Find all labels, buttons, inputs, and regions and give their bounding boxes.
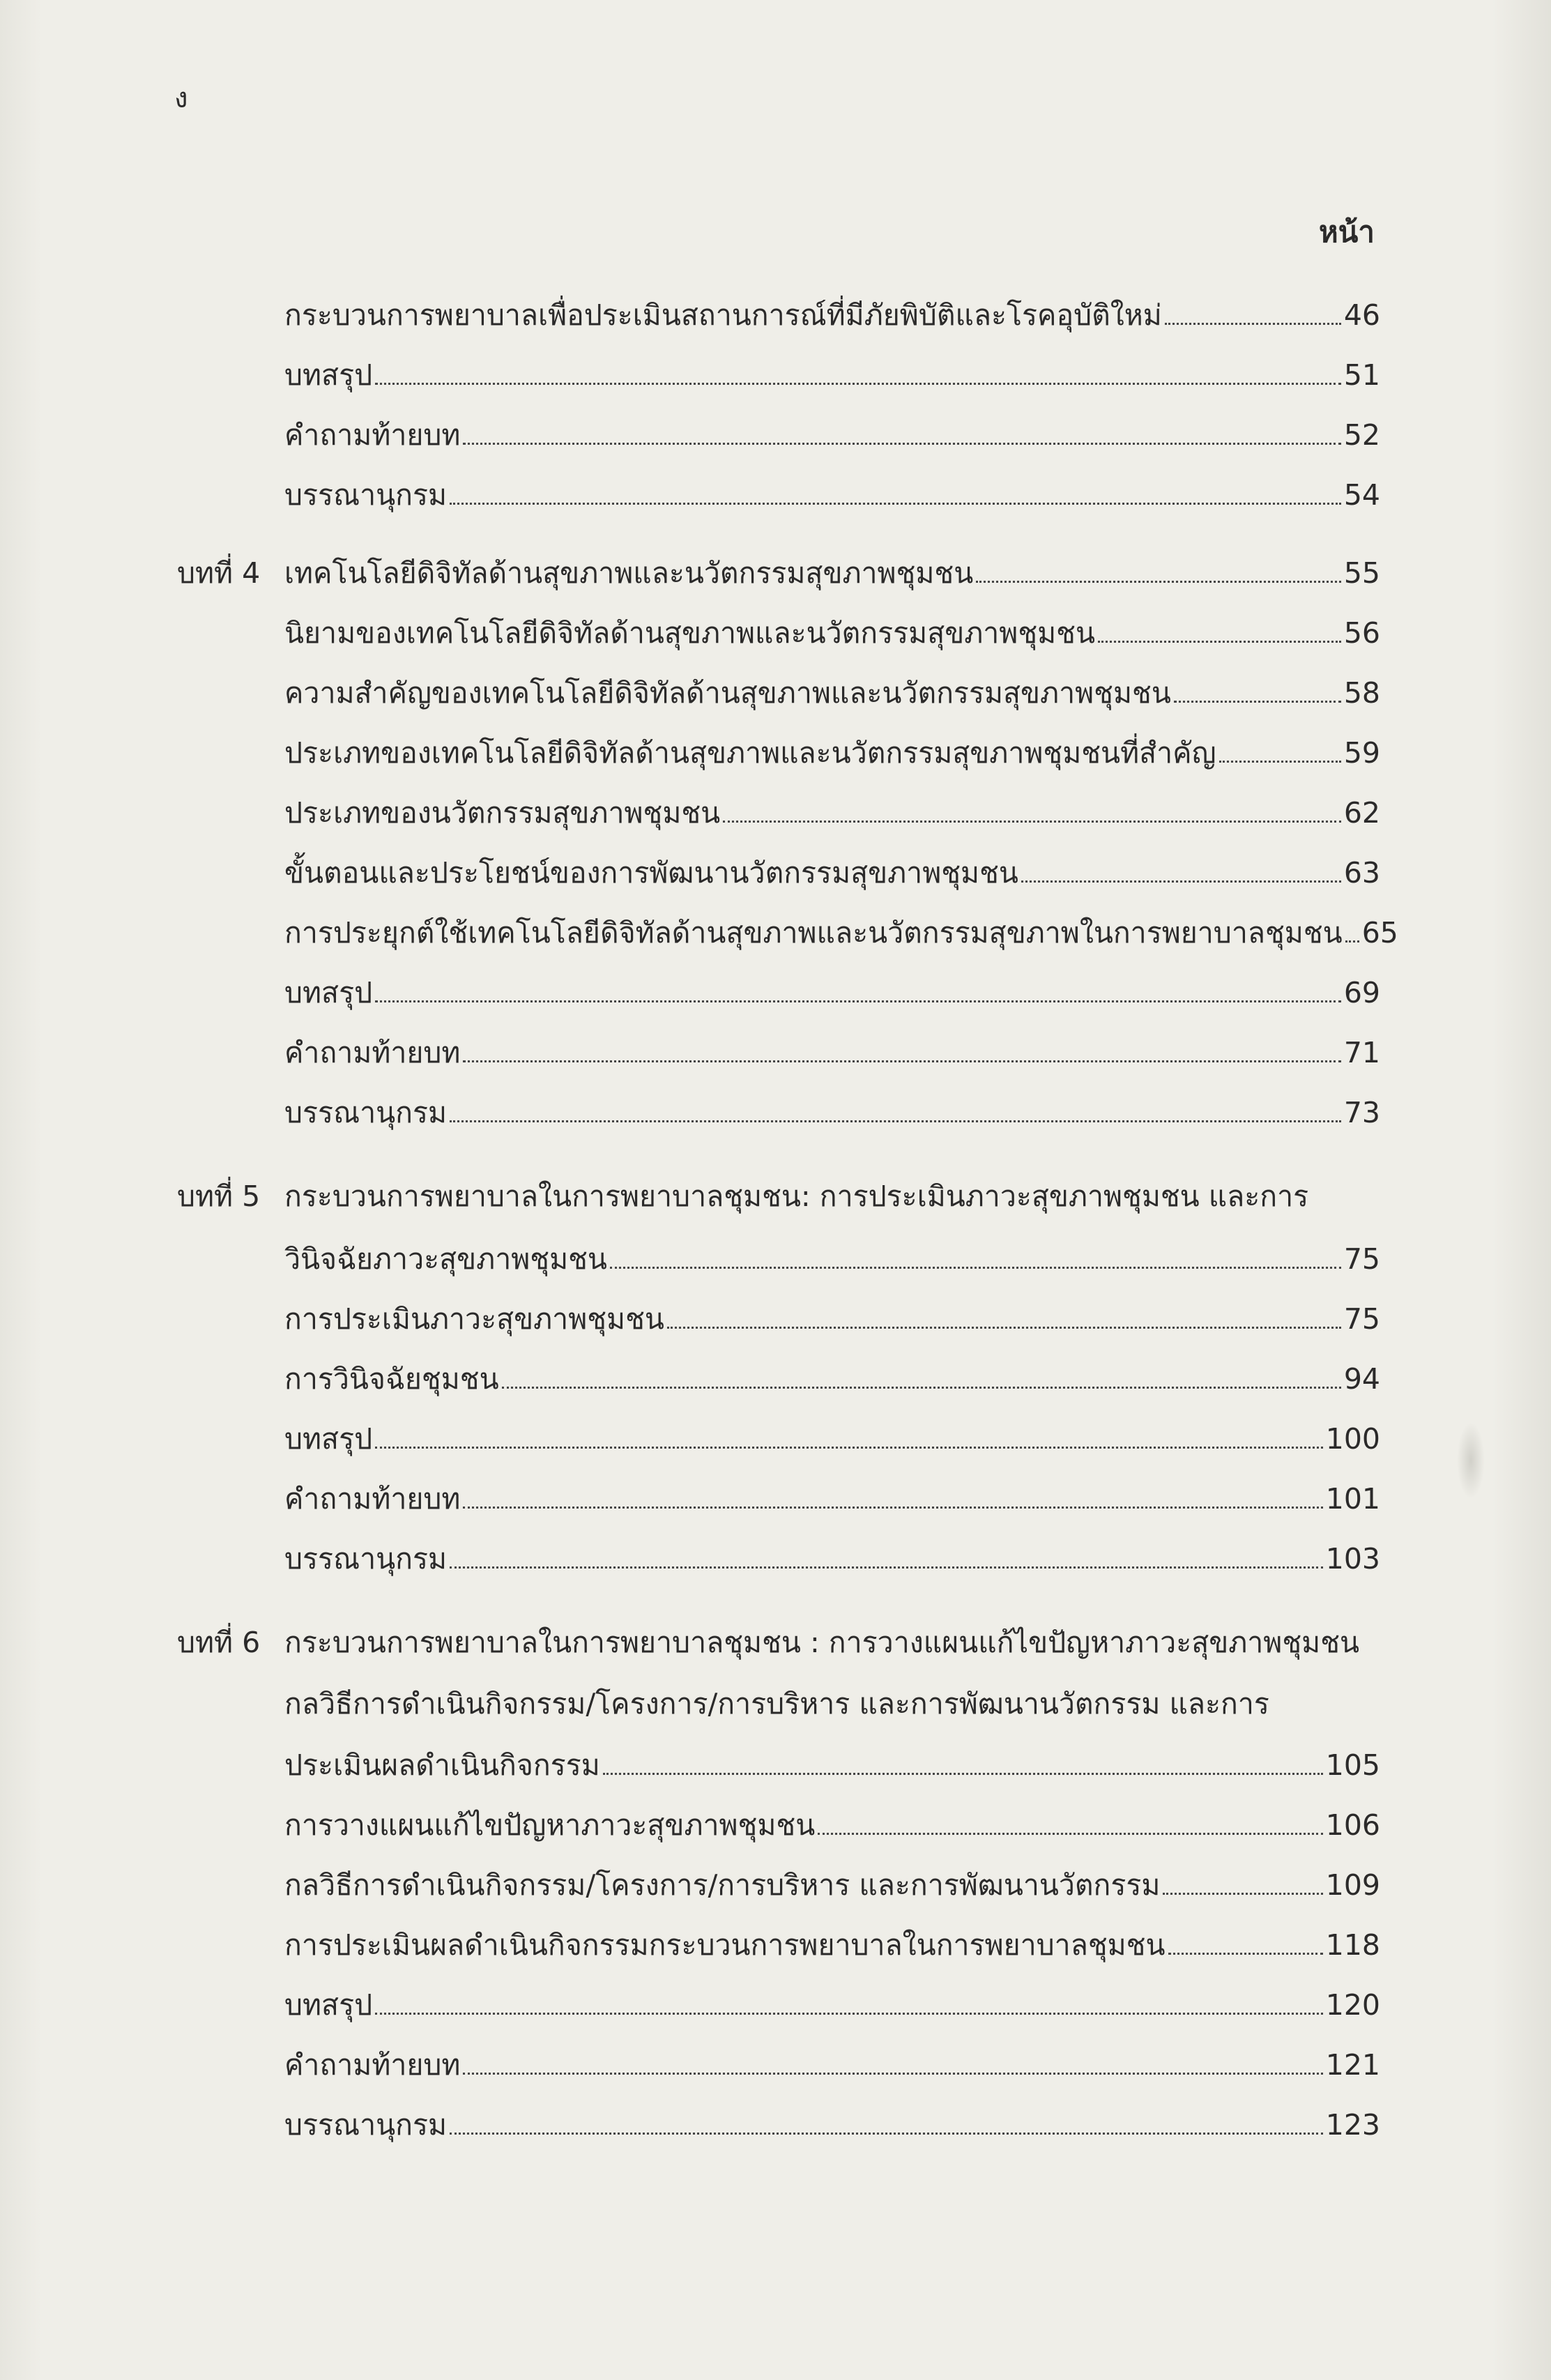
dot-leader — [463, 1506, 1322, 1509]
toc-entry-page: 62 — [1343, 796, 1380, 830]
toc-entry-title: คำถามท้ายบท — [284, 418, 461, 452]
dot-leader — [818, 1833, 1322, 1835]
toc-entry — [284, 2107, 1380, 2143]
toc-entry — [284, 1094, 1380, 1131]
toc-entry-title: การวางแผนแก้ไขปัญหาภาวะสุขภาพชุมชน — [284, 1808, 816, 1842]
dot-leader — [450, 1566, 1323, 1569]
toc-entry-title: กระบวนการพยาบาลเพื่อประเมินสถานการณ์ที่มีภัยพิบัติและโรคอุบัติใหม่ — [284, 298, 1162, 332]
toc-entry-title: บทสรุป — [284, 1988, 373, 2022]
dot-leader — [450, 1120, 1341, 1122]
toc-entry-page: 58 — [1343, 676, 1380, 710]
dot-leader — [1174, 701, 1341, 703]
dot-leader — [1219, 761, 1341, 763]
toc-entry-page: 106 — [1325, 1808, 1380, 1842]
toc-entry-title: บรรณานุกรม — [284, 1542, 448, 1576]
toc-entry-page: 54 — [1343, 478, 1380, 512]
dot-leader — [1165, 323, 1341, 325]
toc-entry-title: บรรณานุกรม — [284, 1096, 448, 1129]
dot-leader — [463, 2073, 1322, 2075]
toc-entry-title: การประเมินภาวะสุขภาพชุมชน — [284, 1302, 664, 1336]
toc-entry-page: 51 — [1343, 358, 1380, 392]
dot-leader — [1168, 1953, 1323, 1955]
toc-entry — [284, 1867, 1380, 1903]
toc-entry-title: ประเภทของนวัตกรรมสุขภาพชุมชน — [284, 796, 721, 830]
toc-entry-title: บทสรุป — [284, 1422, 373, 1456]
dot-leader — [1021, 880, 1341, 883]
toc-entry-page: 120 — [1325, 1988, 1380, 2022]
chapter-6-title-line2: กลวิธีการดำเนินกิจกรรม/โครงการ/การบริหาร และการพัฒนานวัตกรรม และการ — [284, 1687, 1269, 1721]
toc-entry-title: บทสรุป — [284, 976, 373, 1009]
toc-entry-title: บรรณานุกรม — [284, 2108, 448, 2142]
toc-entry-title: คำถามท้ายบท — [284, 1482, 461, 1516]
chapter-5-label: บทที่ 5 — [177, 1180, 261, 1213]
chapter-6-label: บทที่ 6 — [177, 1626, 261, 1659]
chapter-4-label: บทที่ 4 — [177, 556, 261, 590]
toc-entry-page: 59 — [1343, 736, 1380, 770]
toc-entry-page: 71 — [1343, 1036, 1380, 1069]
toc-entry-page: 69 — [1343, 976, 1380, 1009]
dot-leader — [463, 443, 1340, 445]
toc-entry — [284, 1301, 1380, 1337]
dot-leader — [450, 2133, 1323, 2135]
toc-entry-title: เทคโนโลยีดิจิทัลด้านสุขภาพและนวัตกรรมสุขภาพชุมชน — [284, 556, 974, 590]
scan-smudge — [1457, 1422, 1485, 1499]
toc-entry — [284, 1807, 1380, 1843]
dot-leader — [375, 383, 1341, 385]
toc-entry-page: 63 — [1343, 856, 1380, 890]
toc-entry — [284, 615, 1380, 651]
toc-entry-page: 118 — [1325, 1928, 1380, 1962]
toc-entry-title: บทสรุป — [284, 358, 373, 392]
toc-entry-title: คำถามท้ายบท — [284, 2048, 461, 2082]
toc-entry — [284, 477, 1380, 513]
dot-leader — [375, 1447, 1323, 1449]
toc-entry — [284, 1361, 1380, 1397]
toc-entry-title: บรรณานุกรม — [284, 478, 448, 512]
toc-entry — [284, 675, 1380, 711]
toc-entry-page: 121 — [1325, 2048, 1380, 2082]
toc-entry-page: 56 — [1343, 616, 1380, 650]
dot-leader — [1098, 641, 1341, 643]
toc-entry-page: 75 — [1343, 1302, 1380, 1336]
toc-entry-page: 65 — [1361, 916, 1398, 949]
toc-entry — [284, 1481, 1380, 1517]
toc-entry-page: 123 — [1325, 2108, 1380, 2142]
toc-entry-page: 103 — [1325, 1542, 1380, 1576]
toc-entry — [284, 297, 1380, 333]
dot-leader — [603, 1773, 1323, 1775]
chapter-5-title-line1: กระบวนการพยาบาลในการพยาบาลชุมชน: การประเมินภาวะสุขภาพชุมชน และการ — [284, 1180, 1309, 1213]
toc-entry-title: การวินิจฉัยชุมชน — [284, 1362, 499, 1396]
dot-leader — [463, 1060, 1340, 1062]
toc-entry — [284, 1541, 1380, 1577]
toc-entry-page: 46 — [1343, 298, 1380, 332]
toc-entry-page: 105 — [1325, 1748, 1380, 1782]
toc-entry-page: 73 — [1343, 1096, 1380, 1129]
toc-entry — [284, 1927, 1380, 1963]
toc-entry-title: การประยุกต์ใช้เทคโนโลยีดิจิทัลด้านสุขภาพและนวัตกรรมสุขภาพในการพยาบาลชุมชน — [284, 916, 1343, 949]
chapter-5-title-line2 — [284, 1241, 1380, 1277]
toc-entry-page: 55 — [1343, 556, 1380, 590]
dot-leader — [1345, 940, 1359, 943]
toc-entry-title: ความสำคัญของเทคโนโลยีดิจิทัลด้านสุขภาพและนวัตกรรมสุขภาพชุมชน — [284, 676, 1171, 710]
dot-leader — [976, 581, 1341, 583]
toc-entry-title: วินิจฉัยภาวะสุขภาพชุมชน — [284, 1242, 607, 1276]
toc-entry — [284, 915, 1398, 951]
toc-entry-title: คำถามท้ายบท — [284, 1036, 461, 1069]
page-column-header: หน้า — [1319, 215, 1375, 249]
toc-entry-page: 109 — [1325, 1868, 1380, 1902]
toc-entry — [284, 417, 1380, 453]
dot-leader — [450, 503, 1341, 505]
toc-entry-title: การประเมินผลดำเนินกิจกรรมกระบวนการพยาบาลในการพยาบาลชุมชน — [284, 1928, 1166, 1962]
dot-leader — [723, 821, 1341, 823]
dot-leader — [502, 1387, 1341, 1389]
toc-entry — [284, 1987, 1380, 2023]
chapter-6-title-line3 — [284, 1747, 1380, 1783]
toc-entry — [284, 975, 1380, 1011]
toc-entry-page: 100 — [1325, 1422, 1380, 1456]
chapter-6-title-line1: กระบวนการพยาบาลในการพยาบาลชุมชน : การวางแผนแก้ไขปัญหาภาวะสุขภาพชุมชน — [284, 1626, 1360, 1659]
dot-leader — [610, 1267, 1341, 1269]
toc-entry — [284, 1421, 1380, 1457]
toc-entry-page: 75 — [1343, 1242, 1380, 1276]
toc-entry — [284, 735, 1380, 771]
toc-entry — [284, 2047, 1380, 2083]
toc-entry — [284, 855, 1380, 891]
dot-leader — [667, 1327, 1341, 1329]
toc-entry — [284, 795, 1380, 831]
toc-entry-title: กลวิธีการดำเนินกิจกรรม/โครงการ/การบริหาร และการพัฒนานวัตกรรม — [284, 1868, 1161, 1902]
toc-entry-page: 52 — [1343, 418, 1380, 452]
dot-leader — [375, 2013, 1323, 2015]
toc-entry-title: ขั้นตอนและประโยชน์ของการพัฒนานวัตกรรมสุขภาพชุมชน — [284, 856, 1018, 890]
toc-entry-page: 101 — [1325, 1482, 1380, 1516]
toc-entry-title: ประเมินผลดำเนินกิจกรรม — [284, 1748, 600, 1782]
page-number: ง — [174, 82, 188, 114]
toc-entry — [284, 1035, 1380, 1071]
dot-leader — [375, 1000, 1341, 1002]
toc-entry-page: 94 — [1343, 1362, 1380, 1396]
dot-leader — [1163, 1893, 1322, 1895]
toc-entry-title: ประเภทของเทคโนโลยีดิจิทัลด้านสุขภาพและนวัตกรรมสุขภาพชุมชนที่สำคัญ — [284, 736, 1216, 770]
toc-entry — [284, 357, 1380, 393]
toc-entry-title: นิยามของเทคโนโลยีดิจิทัลด้านสุขภาพและนวัตกรรมสุขภาพชุมชน — [284, 616, 1096, 650]
chapter-4-title — [284, 555, 1380, 591]
